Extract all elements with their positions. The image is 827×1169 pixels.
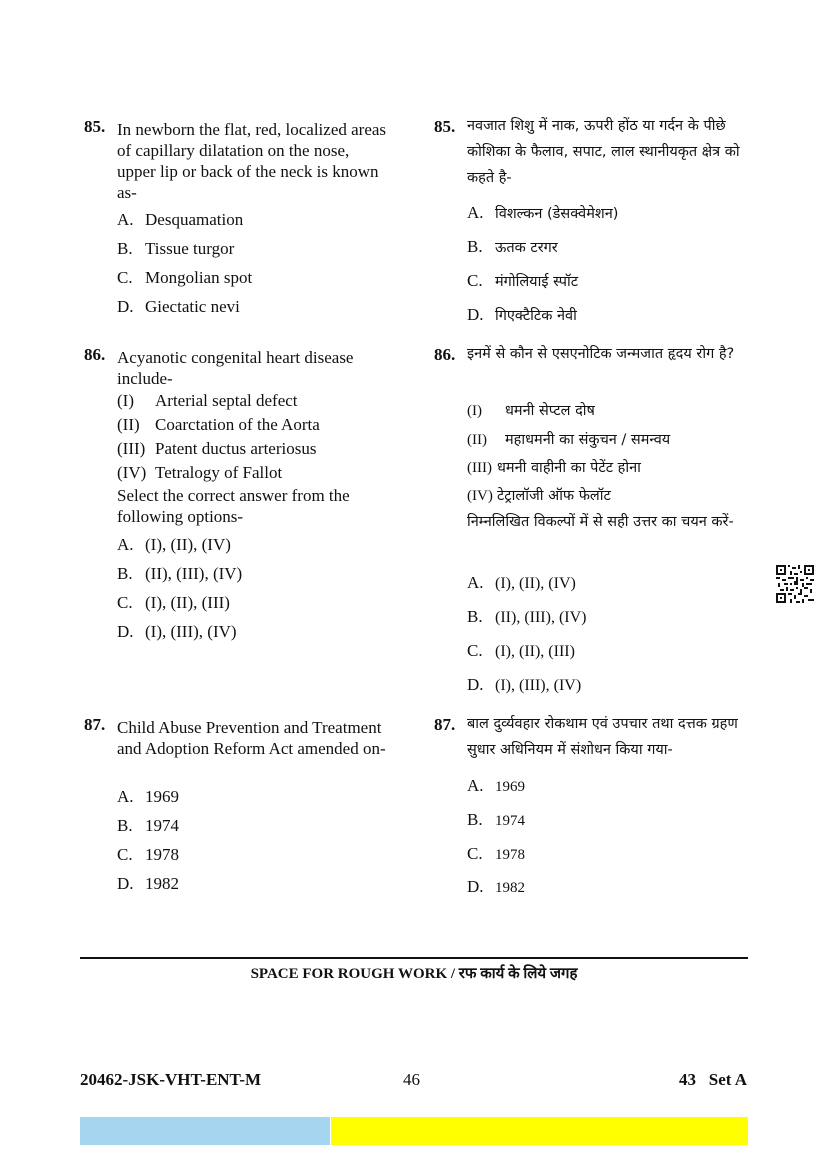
option-d: D. (I), (III), (IV) — [117, 622, 237, 641]
question-number: 85. — [84, 117, 106, 136]
question-number: 85. — [434, 117, 456, 136]
question-85-en — [84, 117, 394, 327]
statement-3: (III) धमनी वाहीनी का पेटेंट होना — [467, 460, 641, 476]
option-c: C. 1978 — [117, 845, 179, 864]
instruction-text: निम्नलिखित विकल्पों में से सही उत्तर का चयन करें- — [467, 514, 734, 530]
color-bar-blue — [80, 1117, 330, 1145]
option-c: C. मंगोलियाई स्पॉट — [467, 271, 579, 290]
option-a: A. 1969 — [117, 787, 179, 806]
question-number: 87. — [84, 715, 106, 734]
option-b: B. (II), (III), (IV) — [467, 607, 587, 626]
option-c: C. (I), (II), (III) — [117, 593, 230, 612]
option-b: B. 1974 — [117, 816, 179, 835]
footer-code: 20462-JSK-VHT-ENT-M — [80, 1070, 262, 1089]
statement-1: (I) धमनी सेप्टल दोष — [467, 403, 595, 419]
question-text: In newborn the flat, red, localized areas of capillary dilatation on the nose, upper lip or back of the neck is known as- — [117, 120, 387, 202]
question-text: Child Abuse Prevention and Treatment and Adoption Reform Act amended on- — [117, 718, 386, 758]
question-text: नवजात शिशु में नाक, ऊपरी होंठ या गर्दन के पीछे कोशिका के फैलाव, सपाट, लाल स्थानीयकृत क्षेत्र को कहते है- — [467, 118, 740, 186]
question-text: बाल दुर्व्यवहार रोकथाम एवं उपचार तथा दत्तक ग्रहण सुधार अधिनियम में संशोधन किया गया- — [467, 716, 738, 758]
statement-4: (IV) टेट्रालॉजी ऑफ फेलॉट — [467, 488, 611, 504]
question-number: 86. — [434, 345, 456, 364]
option-d: D. गिएक्टैटिक नेवी — [467, 305, 577, 324]
option-d: D. 1982 — [467, 877, 525, 896]
question-87-hi — [434, 715, 754, 905]
option-c: C. Mongolian spot — [117, 268, 253, 287]
statement-3: (III) Patent ductus arteriosus — [117, 439, 317, 458]
option-b: B. Tissue turgor — [117, 239, 235, 258]
question-text: Acyanotic congenital heart disease include- — [117, 348, 354, 388]
rough-work-label: SPACE FOR ROUGH WORK / रफ कार्य के लिये जगह — [250, 966, 578, 982]
option-c: C. (I), (II), (III) — [467, 641, 575, 660]
question-87-en — [84, 715, 394, 900]
page-number: 46 — [403, 1070, 420, 1089]
color-bar-yellow — [331, 1117, 748, 1145]
question-86-hi — [434, 345, 754, 700]
statement-4: (IV) Tetralogy of Fallot — [117, 463, 283, 482]
question-number: 86. — [84, 345, 106, 364]
question-85-hi — [434, 117, 754, 332]
option-b: B. (II), (III), (IV) — [117, 564, 243, 583]
option-c: C. 1978 — [467, 844, 525, 863]
question-text: इनमें से कौन से एसएनोटिक जन्मजात हृदय रोग है? — [467, 346, 735, 362]
instruction-text: Select the correct answer from the following options- — [117, 486, 350, 526]
option-a: A. विशल्कन (डेसक्वेमेशन) — [467, 203, 619, 222]
statement-2: (II) महाधमनी का संकुचन / समन्वय — [467, 432, 671, 448]
option-a: A. Desquamation — [117, 210, 244, 229]
statement-1: (I) Arterial septal defect — [117, 391, 298, 410]
rough-work-divider — [80, 957, 748, 959]
option-d: D. Giectatic nevi — [117, 297, 240, 316]
option-a: A. 1969 — [467, 776, 525, 795]
option-b: B. ऊतक टरगर — [467, 237, 558, 256]
option-b: B. 1974 — [467, 810, 525, 829]
option-d: D. (I), (III), (IV) — [467, 675, 582, 694]
question-number: 87. — [434, 715, 456, 734]
footer-set: 43 Set A — [679, 1070, 747, 1089]
question-86-en — [84, 345, 394, 645]
option-a: A. (I), (II), (IV) — [117, 535, 231, 554]
option-d: D. 1982 — [117, 874, 179, 893]
qr-code-icon — [776, 565, 814, 603]
option-a: A. (I), (II), (IV) — [467, 573, 576, 592]
statement-2: (II) Coarctation of the Aorta — [117, 415, 320, 434]
